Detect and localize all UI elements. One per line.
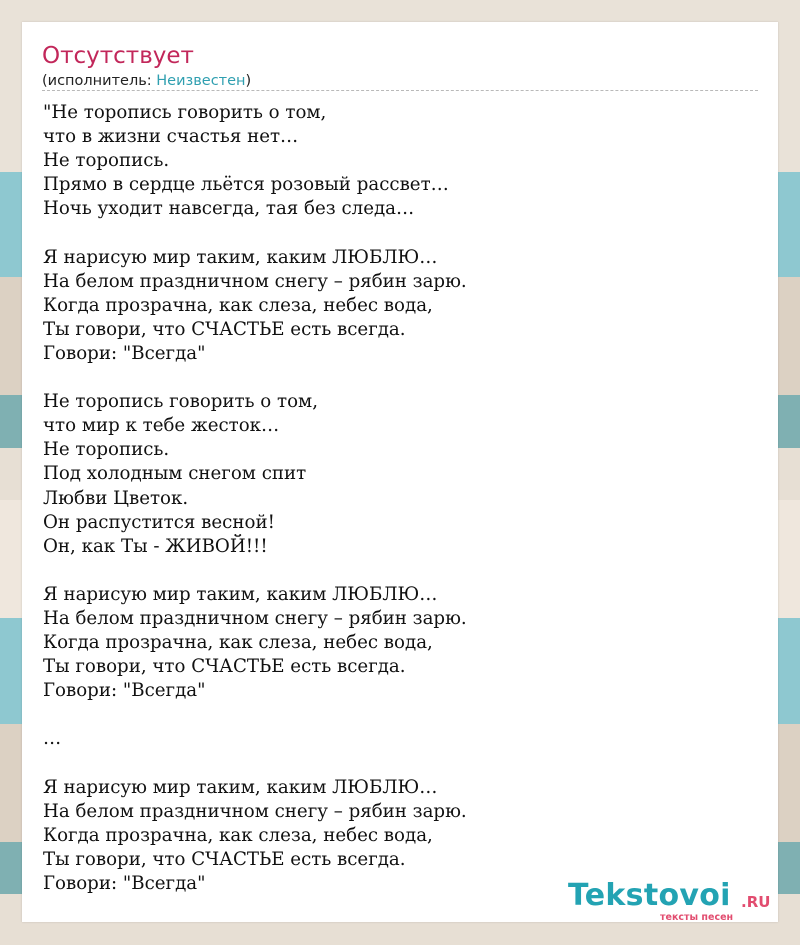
artist-line <box>42 72 251 90</box>
artist-prefix: (исполнитель: <box>42 73 157 89</box>
divider <box>42 90 758 91</box>
logo-tld: .RU <box>741 893 771 911</box>
artist-link[interactable]: Неизвестен <box>156 73 246 89</box>
lyrics-card <box>22 22 778 922</box>
song-title: Отсутствует <box>42 43 194 69</box>
logo-tagline: тексты песен <box>660 912 734 923</box>
site-logo[interactable] <box>568 878 778 922</box>
artist-suffix: ) <box>245 73 252 89</box>
lyrics-text: "Не торопись говорить о том, что в жизни счастья нет… Не торопись. Прямо в сердце льётся розовый рассвет… Ночь уходит навсегда, тая без следа… Я нарисую мир таким, каким ЛЮБЛЮ… На белом праздничном снегу – рябин зарю. Когда прозрачна, как слеза, небес вода, Ты говори, что СЧАСТЬЕ есть всегда. Говори: "Всегда" Не торопись говорить о том, что мир к тебе жесток… Не торопись. Под холодным снегом спит Любви Цветок. Он распустится весной! Он, как Ты - ЖИВОЙ!!! Я нарисую мир таким, каким ЛЮБЛЮ… На белом праздничном снегу – рябин зарю. Когда прозрачна, как слеза, небес вода, Ты говори, что СЧАСТЬЕ есть всегда. Говори: "Всегда" … Я нарисую мир таким, каким ЛЮБЛЮ… На белом праздничном снегу – рябин зарю. Когда прозрачна, как слеза, небес вода, Ты говори, что СЧАСТЬЕ есть всегда. Говори: "Всегда" <box>43 102 467 894</box>
logo-name: Tekstovoi <box>568 878 731 913</box>
